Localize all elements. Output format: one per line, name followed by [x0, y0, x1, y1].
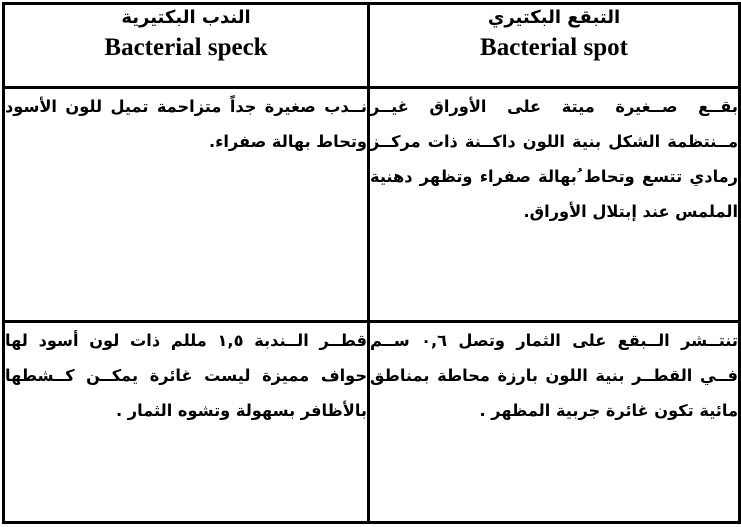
cell-spot-leaves: بقــع صــغيرة ميتة على الأوراق غيــر مــنتظمة الشكل بنية اللون داكــنة ذات مركــز رمادي تتسع وتحاط ُبهالة صفراء وتظهر دهنية الملمس عند إبتلال الأوراق.	[369, 87, 740, 322]
cell-speck-leaves: نــدب صغيرة جداً متزاحمة تميل للون الأسود وتحاط بهالة صفراء.	[4, 87, 369, 322]
comparison-table	[2, 2, 741, 524]
cell-speck-fruits: قطــر الــندبة ١,٥ مللم ذات لون أسود لها حواف مميزة ليست غائرة يمكــن كــشطها بالأظافر بسهولة وتشوه الثمار .	[4, 322, 369, 523]
header-arabic-title: التبقع البكتيري	[487, 7, 621, 28]
table-row-fruits	[4, 322, 740, 523]
header-english-title: Bacterial spot	[480, 34, 628, 61]
table-row-leaves	[4, 87, 740, 322]
table-header-row	[4, 4, 740, 88]
header-english-title: Bacterial speck	[104, 34, 268, 61]
header-arabic-title: الندب البكتيرية	[121, 7, 251, 28]
cell-spot-fruits: تنتــشر الــبقع على الثمار وتصل ٠,٦ ســم فــي القطــر بنية اللون بارزة محاطة بمناطق مائية تكون غائرة جربية المظهر .	[369, 322, 740, 523]
header-bacterial-speck	[4, 4, 369, 88]
header-bacterial-spot	[369, 4, 740, 88]
